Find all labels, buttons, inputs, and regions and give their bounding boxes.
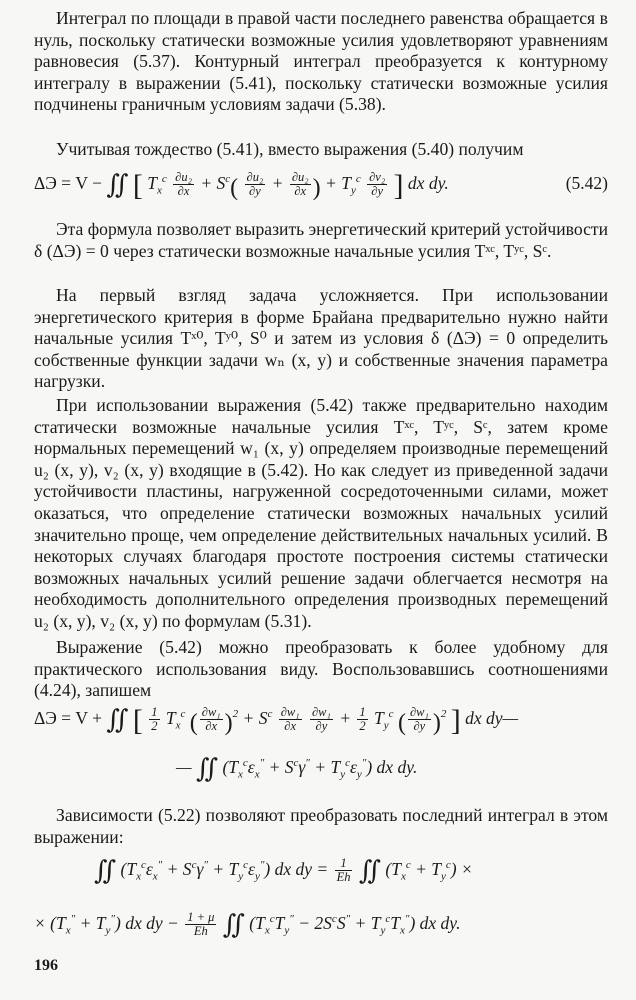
page-number: 196	[34, 957, 58, 974]
paragraph-6: Выражение (5.42) можно преобразовать к более удобному для практического использования виду. Воспользовавшись соотношениями (4.24), запишем	[34, 637, 608, 701]
paragraph-4: На первый взгляд задача усложняется. При использовании энергетического критерия в форме Брайана предварительно нужно найти начальные усилия Tˣ⁰, Tʸ⁰, S⁰ и затем из условия δ (ΔЭ) = 0 определить собственные функции задачи wₙ (x, y) и собственные значения параметра нагрузки.	[34, 285, 608, 392]
paragraph-2: Учитывая тождество (5.41), вместо выражения (5.40) получим	[56, 139, 524, 159]
equation-transform-line-1: ∬ $(T_x^c\varepsilon_x'' + S^c\gamma'' + T_y^c\varepsilon_y'')$ dx dy = $\frac{1}{Eh}$ ∬ $(T_x^c + T_y^c)$ ×	[94, 856, 473, 885]
equation-energy-line-2: — ∬ $(T_x^c\varepsilon_x'' + S^c\gamma'' + T_y^c\varepsilon_y'')$ dx dy.	[176, 754, 418, 783]
paragraph-1: Интеграл по площади в правой части последнего равенства обращается в нуль, поскольку статически возможные усилия удовлетворяют уравнениям равновесия (5.37). Контурный интеграл преобразуется к контурному интегралу в выражении (5.41), поскольку статически возможные усилия подчинены граничным условиям задачи (5.38).	[34, 8, 608, 115]
equation-transform-line-2: × $(T_x'' + T_y'')$ dx dy − $\frac{1 + \mu}{Eh}$ ∬ $(T_x^cT_y'' - 2S^cS'' + T_y^cT_x'')$ dx dy.	[34, 910, 461, 939]
paragraph-7: Зависимости (5.22) позволяют преобразовать последний интеграл в этом выражении:	[34, 805, 608, 847]
equation-number: (5.42)	[565, 173, 608, 193]
equation-energy-line-1: ΔЭ = V + ∬ [ $\frac{1}{2}$ $T_x^c$ ( $\frac{\text{∂w₁}}{\partial x}$ )$^2 + S^c$ $\frac{\text{∂w₁}}{\partial x}$ $\frac{\text{∂w₁}}{\partial y}$ + $\frac{1}{2}$ $T_y^c$ ( $\frac{\text{∂w₁}}{\partial y}$ )$^2$ ] dx dy—	[34, 704, 519, 737]
equation-5-42: ΔЭ = V − ∬ [ $T_x^c$ $\frac{\text{∂u₂}}{\partial x}$ + $S^c$( $\frac{\text{∂u₂}}{\partial y}$ + $\frac{\text{∂u₂}}{\partial x}$ ) + $T_y^c$ $\frac{\text{∂v₂}}{\partial y}$ ] dx dy. (5.42)	[34, 169, 608, 202]
paragraph-5: При использовании выражения (5.42) также предварительно находим статически возможные начальные усилия Tˣᶜ, Tʸᶜ, Sᶜ, затем кроме нормальных перемещений w₁ (x, y) определяем производные перемещений u₂ (x, y), v₂ (x, y) входящие в (5.42). Но как следует из приведенной задачи устойчивости пластины, нагруженной сосредоточенными силами, может оказаться, что определение статически возможных начальных усилий значительно проще, чем определение действительных начальных усилий. В некоторых случаях благодаря простоте построения системы статически возможных начальных усилий решение задачи облегчается несмотря на необходимость дополнительного определения производных перемещений u₂ (x, y), v₂ (x, y) по формулам (5.31).	[34, 395, 608, 631]
paragraph-3: Эта формула позволяет выразить энергетический критерий устойчивости δ (ΔЭ) = 0 через статически возможные начальные усилия Tˣᶜ, Tʸᶜ, Sᶜ.	[34, 219, 608, 261]
